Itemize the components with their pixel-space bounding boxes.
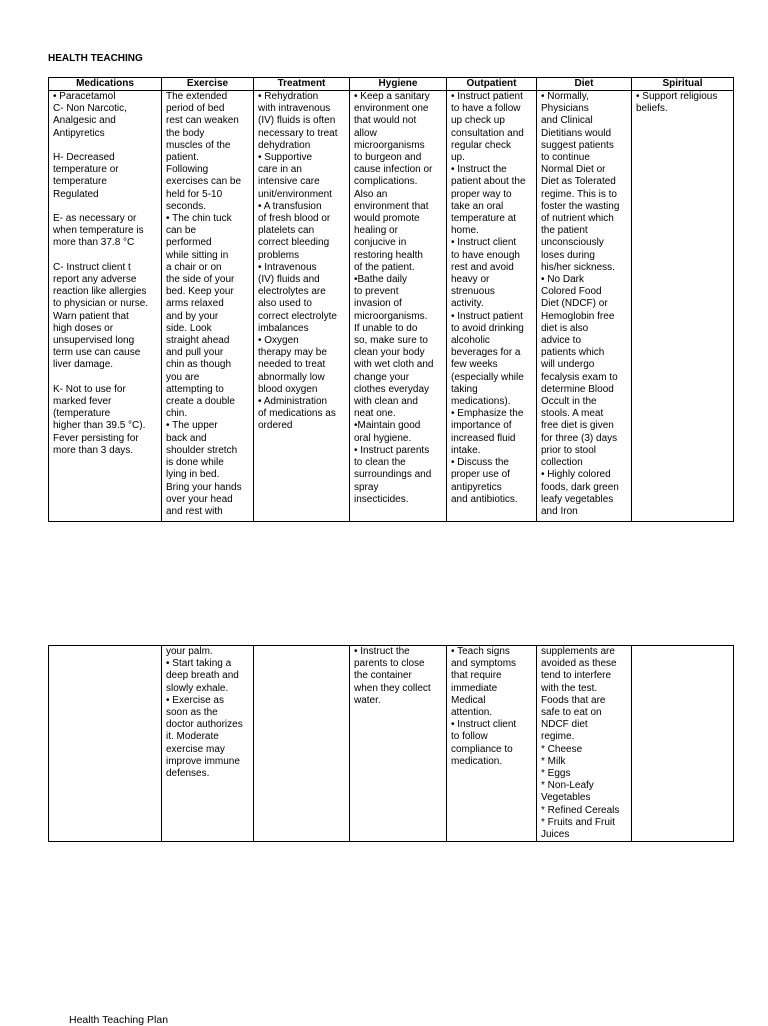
exercise-cell: your palm. • Start taking a deep breath and slowly exhale. • Exercise as soon as the doctor authorizes it. Moderate exercise may improve immune defenses.: [162, 646, 254, 842]
medications-cell: [49, 646, 162, 842]
spiritual-cell: • Support religious beliefs.: [632, 91, 734, 522]
table-row: [49, 646, 734, 842]
outpatient-cell: • Instruct patient to have a follow up check up consultation and regular check up. • Instruct the patient about the proper way to take an oral temperature at home. • Instruct client to have enough rest and avoid heavy or strenuous activity. • Instruct patient to avoid drinking alcoholic beverages for a few weeks (especially while taking medications). • Emphasize the importance of increased fluid intake. • Discuss the proper use of antipyretics and antibiotics.: [447, 91, 537, 522]
header-outpatient: Outpatient: [447, 78, 537, 91]
outpatient-cell: • Teach signs and symptoms that require immediate Medical attention. • Instruct client to follow compliance to medication.: [447, 646, 537, 842]
document-title: HEALTH TEACHING: [48, 53, 143, 64]
hygiene-cell: • Instruct the parents to close the container when they collect water.: [350, 646, 447, 842]
header-diet: Diet: [537, 78, 632, 91]
diet-cell: supplements are avoided as these tend to interfere with the test. Foods that are safe to eat on NDCF diet regime. * Cheese * Milk * Eggs * Non-Leafy Vegetables * Refined Cereals * Fruits and Fruit Juices: [537, 646, 632, 842]
header-hygiene: Hygiene: [350, 78, 447, 91]
table-header-row: [49, 78, 734, 91]
hygiene-cell: • Keep a sanitary environment one that would not allow microorganisms to burgeon and cause infection or complications. Also an environment that would promote healing or conjucive in restoring health of the patient. •Bathe daily to prevent invasion of microorganisms. If unable to do so, make sure to clean your body with wet cloth and change your clothes everyday with clean and neat one. •Maintain good oral hygiene. • Instruct parents to clean the surroundings and spray insecticides.: [350, 91, 447, 522]
diet-cell: • Normally, Physicians and Clinical Dietitians would suggest patients to continue Normal Diet or Diet as Tolerated regime. This is to foster the wasting of nutrient which the patient unconsciously loses during his/her sickness. • No Dark Colored Food Diet (NDCF) or Hemoglobin free diet is also advice to patients which will undergo fecalysis exam to determine Blood Occult in the stools. A meat free diet is given for three (3) days prior to stool collection • Highly colored foods, dark green leafy vegetables and Iron: [537, 91, 632, 522]
treatment-cell: [254, 646, 350, 842]
table-row: [49, 91, 734, 522]
page-footer: Health Teaching Plan: [69, 1014, 169, 1026]
spiritual-cell: [632, 646, 734, 842]
header-spiritual: Spiritual: [632, 78, 734, 91]
health-teaching-table: [48, 77, 734, 522]
exercise-cell: The extended period of bed rest can weaken the body muscles of the patient. Following exercises can be held for 5-10 seconds. • The chin tuck can be performed while sitting in a chair or on the side of your bed. Keep your arms relaxed and by your side. Look straight ahead and pull your chin as though you are attempting to create a double chin. • The upper back and shoulder stretch is done while lying in bed. Bring your hands over your head and rest with: [162, 91, 254, 522]
treatment-cell: • Rehydration with intravenous (IV) fluids is often necessary to treat dehydration • Supportive care in an intensive care unit/environment • A transfusion of fresh blood or platelets can correct bleeding problems • Intravenous (IV) fluids and electrolytes are also used to correct electrolyte imbalances • Oxygen therapy may be needed to treat abnormally low blood oxygen • Administration of medications as ordered: [254, 91, 350, 522]
header-medications: Medications: [49, 78, 162, 91]
health-teaching-table-continued: [48, 645, 734, 842]
header-exercise: Exercise: [162, 78, 254, 91]
header-treatment: Treatment: [254, 78, 350, 91]
medications-cell: • Paracetamol C- Non Narcotic, Analgesic and Antipyretics H- Decreased temperature or temperature Regulated E- as necessary or when temperature is more than 37.8 °C C- Instruct client t report any adverse reaction like allergies to physician or nurse. Warn patient that high doses or unsupervised long term use can cause liver damage. K- Not to use for marked fever (temperature higher than 39.5 °C). Fever persisting for more than 3 days.: [49, 91, 162, 522]
